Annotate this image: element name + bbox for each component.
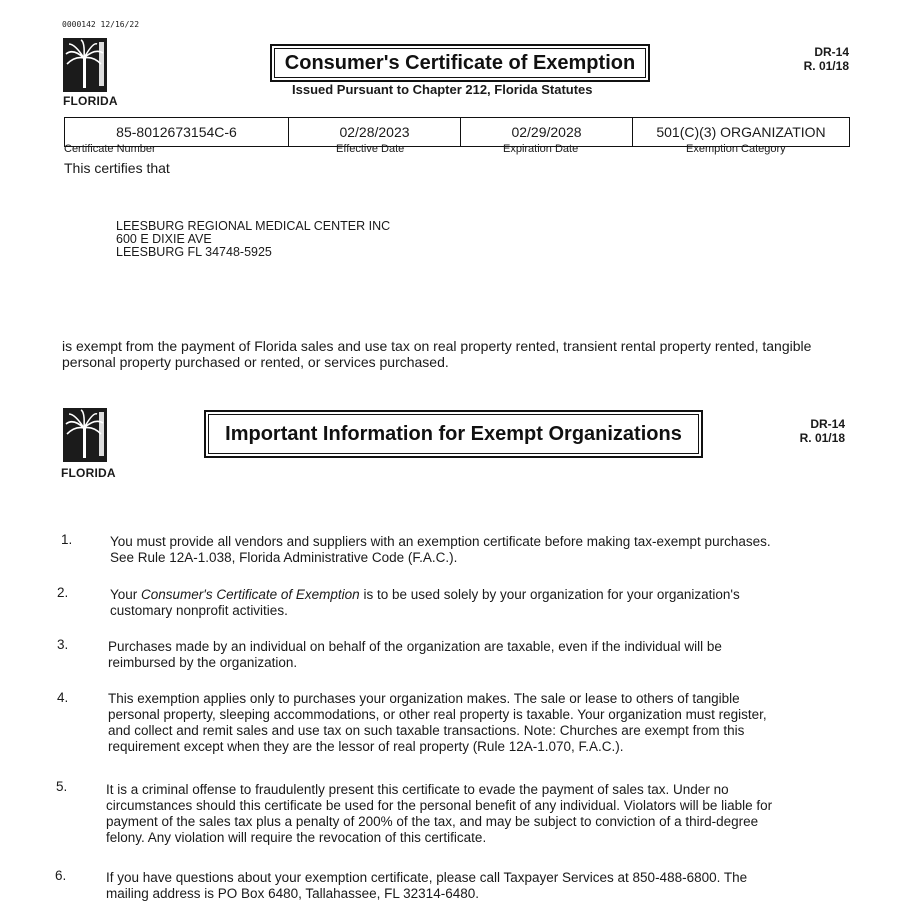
florida-label: FLORIDA bbox=[63, 94, 118, 108]
item-text-em: Consumer's Certificate of Exemption bbox=[141, 587, 360, 602]
info-item bbox=[110, 534, 845, 566]
organization-name: LEESBURG REGIONAL MEDICAL CENTER INC bbox=[116, 219, 391, 233]
info-item bbox=[108, 691, 843, 755]
item-line: It is a criminal offense to fraudulently present this certificate to evade the payment of sales tax. Under no bbox=[106, 782, 729, 797]
info-title-box bbox=[204, 410, 703, 458]
effective-date-caption: Effective Date bbox=[336, 143, 405, 155]
item-number: 4. bbox=[57, 690, 69, 705]
form-code-block bbox=[804, 45, 849, 73]
item-line: requirement except when they are the lessor of real property (Rule 12A-1.070, F.A.C.). bbox=[108, 739, 624, 754]
exempt-statement-line: is exempt from the payment of Florida sales and use tax on real property rented, transient rental property rented, tangible bbox=[62, 338, 812, 354]
item-line: payment of the sales tax plus a penalty of 200% of the tax, and may be subject to conviction of a third-degree bbox=[106, 814, 759, 829]
info-title: Important Information for Exempt Organizations bbox=[208, 414, 699, 454]
certifies-text: This certifies that bbox=[64, 160, 170, 176]
item-number: 1. bbox=[61, 532, 73, 547]
certificate-number-caption: Certificate Number bbox=[64, 143, 156, 155]
exempt-statement bbox=[62, 338, 811, 370]
expiration-date: 02/29/2028 bbox=[461, 118, 633, 146]
item-line: customary nonprofit activities. bbox=[110, 603, 288, 618]
exemption-category: 501(C)(3) ORGANIZATION bbox=[656, 124, 826, 140]
florida-palm-logo-icon bbox=[63, 408, 107, 462]
expiration-date-caption: Expiration Date bbox=[503, 143, 579, 155]
form-code: DR-14 bbox=[814, 45, 849, 59]
exempt-statement-line: personal property purchased or rented, or services purchased. bbox=[62, 354, 449, 370]
info-item bbox=[106, 870, 841, 902]
florida-label: FLORIDA bbox=[61, 466, 116, 480]
certificate-title-box bbox=[270, 44, 650, 82]
item-line: If you have questions about your exemption certificate, please call Taxpayer Services at 850-488-6800. The bbox=[106, 870, 748, 885]
item-number: 3. bbox=[57, 637, 69, 652]
info-item bbox=[110, 587, 845, 619]
item-line bbox=[110, 587, 845, 603]
florida-palm-logo-icon bbox=[63, 38, 107, 92]
item-number: 5. bbox=[56, 779, 68, 794]
page-title: Consumer's Certificate of Exemption bbox=[274, 48, 646, 78]
item-line: felony. Any violation will require the revocation of this certificate. bbox=[106, 830, 487, 845]
item-line: See Rule 12A-1.038, Florida Administrative Code (F.A.C.). bbox=[110, 550, 458, 565]
form-revision: R. 01/18 bbox=[803, 59, 849, 73]
item-line: You must provide all vendors and suppliers with an exemption certificate before making tax-exempt purchases. bbox=[110, 534, 771, 549]
page-subtitle: Issued Pursuant to Chapter 212, Florida Statutes bbox=[292, 82, 593, 97]
item-line: reimbursed by the organization. bbox=[108, 655, 298, 670]
organization-city: LEESBURG FL 34748-5925 bbox=[116, 245, 272, 259]
organization-street: 600 E DIXIE AVE bbox=[116, 232, 212, 246]
item-line: circumstances should this certificate be used for the personal benefit of any individual. Violators will be liable for bbox=[106, 798, 773, 813]
item-line: This exemption applies only to purchases your organization makes. The sale or lease to others of tangible bbox=[108, 691, 740, 706]
form-code-block bbox=[800, 417, 845, 445]
organization-address bbox=[116, 220, 390, 259]
document-id: 0000142 12/16/22 bbox=[62, 20, 140, 29]
item-text-post: is to be used solely by your organization for your organization's bbox=[359, 587, 740, 602]
effective-date: 02/28/2023 bbox=[289, 118, 461, 146]
item-line: mailing address is PO Box 6480, Tallahassee, FL 32314-6480. bbox=[106, 886, 479, 901]
form-revision: R. 01/18 bbox=[799, 431, 845, 445]
item-text-pre: Your bbox=[110, 587, 142, 602]
item-line: personal property, sleeping accommodations, or other real property is taxable. Your organization must register, bbox=[108, 707, 767, 722]
exemption-category-caption: Exemption Category bbox=[686, 143, 786, 155]
item-number: 2. bbox=[57, 585, 69, 600]
item-line: Purchases made by an individual on behalf of the organization are taxable, even if the individual will be bbox=[108, 639, 722, 654]
certificate-number: 85-8012673154C-6 bbox=[65, 118, 289, 146]
item-number: 6. bbox=[55, 868, 67, 883]
info-item bbox=[106, 782, 841, 846]
form-code: DR-14 bbox=[810, 417, 845, 431]
item-line: and collect and remit sales and use tax on such taxable transactions. Note: Churches are exempt from this bbox=[108, 723, 745, 738]
info-item bbox=[108, 639, 843, 671]
